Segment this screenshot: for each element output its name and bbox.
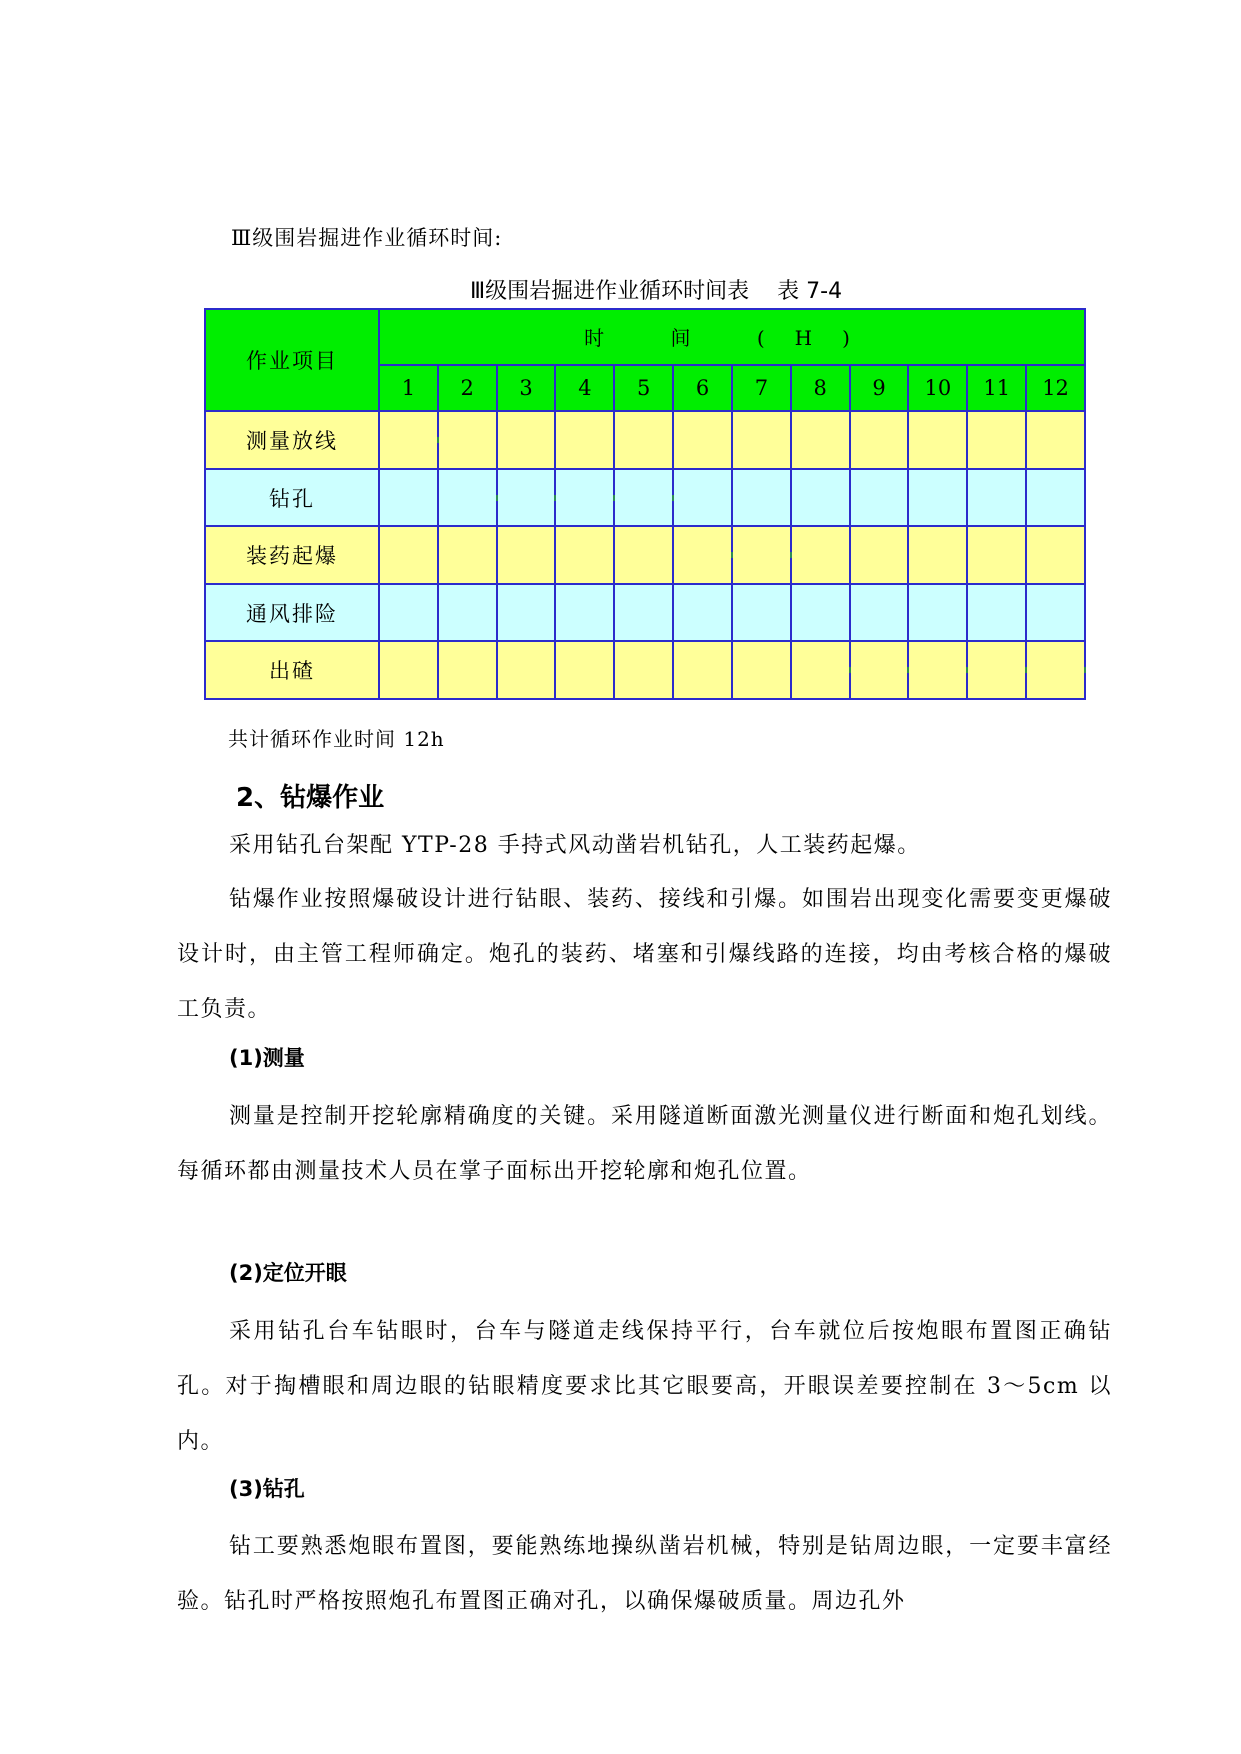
task-name: 测量放线 (205, 411, 379, 469)
hour-cell (908, 641, 967, 699)
hour-header-cell: 12 (1026, 365, 1085, 412)
hour-header-cell: 1 (379, 365, 438, 412)
subheading-positioning: (2)定位开眼 (229, 1261, 347, 1285)
hour-cell (673, 526, 732, 584)
hour-header-cell: 9 (850, 365, 909, 412)
hour-cell (732, 526, 791, 584)
hour-cell (497, 641, 556, 699)
hour-cell (1026, 411, 1085, 469)
paragraph-3: 测量是控制开挖轮廓精确度的关键。采用隧道断面激光测量仪进行断面和炮孔划线。每循环都由测量技术人员在掌子面标出开挖轮廓和炮孔位置。 (177, 1104, 1112, 1184)
hour-cell (379, 526, 438, 584)
hour-cell (673, 641, 732, 699)
hour-cell (614, 526, 673, 584)
hour-header-cell: 6 (673, 365, 732, 412)
hour-cell (555, 469, 614, 527)
hour-header-cell: 11 (967, 365, 1026, 412)
task-name: 装药起爆 (205, 526, 379, 584)
hour-cell (1026, 526, 1085, 584)
hour-cell (555, 411, 614, 469)
paragraph-2: 钻爆作业按照爆破设计进行钻眼、装药、接线和引爆。如围岩出现变化需要变更爆破设计时，由主管工程师确定。炮孔的装药、堵塞和引爆线路的连接，均由考核合格的爆破工负责。 (177, 887, 1112, 1022)
hour-cell (908, 411, 967, 469)
hour-cell (908, 469, 967, 527)
hour-cell (438, 641, 497, 699)
hour-cell (791, 641, 850, 699)
hour-cell (614, 584, 673, 642)
hour-cell (438, 526, 497, 584)
hour-cell (850, 411, 909, 469)
hour-header-cell: 8 (791, 365, 850, 412)
hour-cell (967, 469, 1026, 527)
hour-cell (614, 641, 673, 699)
hour-cell (673, 411, 732, 469)
hour-cell (732, 584, 791, 642)
item-header: 作业项目 (205, 309, 379, 411)
task-name: 钻孔 (205, 469, 379, 527)
hour-cell (379, 584, 438, 642)
gantt-table (204, 308, 1086, 700)
task-row (205, 641, 1085, 699)
table-caption-number: 表 7-4 (777, 279, 843, 304)
hour-cell (967, 526, 1026, 584)
intro-text: Ⅲ级围岩掘进作业循环时间: (231, 226, 503, 250)
hour-cell (673, 469, 732, 527)
hour-cell (732, 469, 791, 527)
hour-cell (732, 411, 791, 469)
hour-cell (438, 584, 497, 642)
hour-cell (967, 411, 1026, 469)
hour-cell (555, 641, 614, 699)
hour-cell (850, 469, 909, 527)
hour-cell (908, 526, 967, 584)
hour-cell (791, 526, 850, 584)
hour-cell (850, 584, 909, 642)
task-name: 出碴 (205, 641, 379, 699)
task-row (205, 469, 1085, 527)
hour-cell (732, 641, 791, 699)
task-row (205, 526, 1085, 584)
hour-header-cell: 10 (908, 365, 967, 412)
hour-cell (1026, 584, 1085, 642)
hour-cell (791, 411, 850, 469)
hour-cell (791, 469, 850, 527)
hour-cell (379, 469, 438, 527)
table-caption (470, 274, 842, 305)
hour-cell (908, 584, 967, 642)
task-row (205, 584, 1085, 642)
paragraph-4: 采用钻孔台车钻眼时，台车与隧道走线保持平行，台车就位后按炮眼布置图正确钻孔。对于掏槽眼和周边眼的钻眼精度要求比其它眼要高，开眼误差要控制在 3～5cm 以内。 (177, 1319, 1112, 1454)
hour-cell (673, 584, 732, 642)
hour-cell (1026, 641, 1085, 699)
subheading-drilling: (3)钻孔 (229, 1477, 305, 1501)
paragraph-5: 钻工要熟悉炮眼布置图，要能熟练地操纵凿岩机械，特别是钻周边眼，一定要丰富经验。钻孔时严格按照炮孔布置图正确对孔，以确保爆破质量。周边孔外 (177, 1534, 1112, 1614)
hour-cell (967, 641, 1026, 699)
paragraph-1: 采用钻孔台架配 YTP-28 手持式风动凿岩机钻孔，人工装药起爆。 (229, 833, 921, 858)
hour-cell (497, 411, 556, 469)
subheading-measurement: (1)测量 (229, 1046, 305, 1070)
hour-cell (1026, 469, 1085, 527)
time-header: 时 间 (H) (379, 309, 1085, 365)
hour-cell (379, 411, 438, 469)
hour-cell (497, 584, 556, 642)
hour-cell (497, 469, 556, 527)
total-time-text: 共计循环作业时间 12h (228, 727, 445, 751)
section-title: 2、钻爆作业 (236, 783, 385, 813)
hour-header-cell: 5 (614, 365, 673, 412)
hour-cell (967, 584, 1026, 642)
hour-cell (555, 584, 614, 642)
hour-header-cell: 7 (732, 365, 791, 412)
hour-cell (497, 526, 556, 584)
task-row (205, 411, 1085, 469)
hour-cell (850, 641, 909, 699)
table-caption-title: Ⅲ级围岩掘进作业循环时间表 (470, 279, 750, 304)
task-name: 通风排险 (205, 584, 379, 642)
hour-cell (850, 526, 909, 584)
hour-header-cell: 4 (555, 365, 614, 412)
hour-cell (614, 469, 673, 527)
hour-cell (438, 411, 497, 469)
hour-header-cell: 2 (438, 365, 497, 412)
hour-cell (555, 526, 614, 584)
hour-header-cell: 3 (497, 365, 556, 412)
hour-cell (614, 411, 673, 469)
hour-cell (438, 469, 497, 527)
hour-cell (791, 584, 850, 642)
hour-cell (379, 641, 438, 699)
